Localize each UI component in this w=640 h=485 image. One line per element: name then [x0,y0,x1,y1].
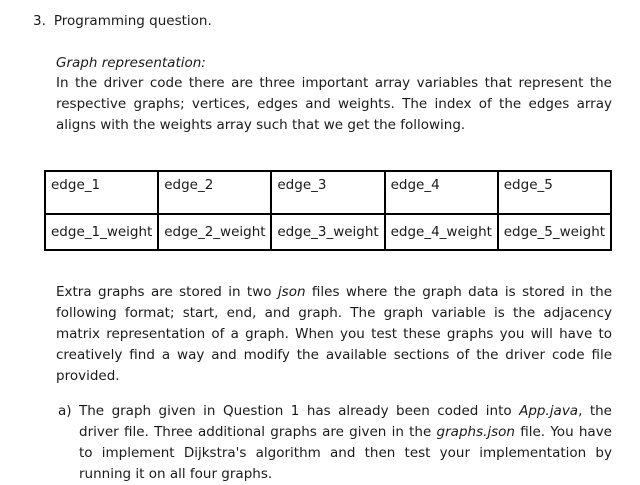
weights-row [45,214,611,250]
graphs-json-filename: graphs.json [436,424,515,440]
table-cell-edge-5: edge_5 [498,171,611,214]
part-a-text-3: file. You have to implement Dijkstra's algorithm and then test your implementation by running it on all four graphs. [79,424,612,482]
table-cell-edge-2: edge_2 [158,171,271,214]
edges-row [45,171,611,214]
extra-graphs-paragraph [56,282,612,387]
part-a-marker: a) [58,403,72,419]
table-cell-edge-2-weight: edge_2_weight [158,214,271,250]
table-cell-edge-5-weight: edge_5_weight [498,214,611,250]
table-cell-edge-3: edge_3 [271,171,384,214]
edges-weights-table [44,170,612,251]
part-a-text [79,401,612,485]
extra-graphs-text-before: Extra graphs are stored in two [56,284,278,300]
table-cell-edge-4: edge_4 [385,171,498,214]
question-title-text: Programming question. [53,13,212,29]
table-cell-edge-3-weight: edge_3_weight [271,214,384,250]
part-a-text-2: , the driver file. Three additional graphs are given in the [79,403,612,440]
json-word: json [277,284,306,300]
extra-graphs-text-after: files where the graph data is stored in the following format; start, end, and graph. The graph variable is the adjacency matrix representation of a graph. When you test these graphs you will have to creatively find a way and modify the available sections of the driver code file provided. [56,284,613,384]
table-cell-edge-4-weight: edge_4_weight [385,214,498,250]
graph-representation-paragraph: In the driver code there are three important array variables that represent the respective graphs; vertices, edges and weights. The index of the edges array aligns with the weights array such that we get the following. [56,75,612,133]
app-java-filename: App.java [519,403,579,419]
graph-representation-heading: Graph representation: [56,55,206,71]
question-number: 3. [33,13,46,29]
part-a-item [58,401,612,485]
table-cell-edge-1-weight: edge_1_weight [45,214,158,250]
question-title [33,11,212,31]
part-a-text-1: The graph given in Question 1 has already been coded into [79,403,520,419]
table-cell-edge-1: edge_1 [45,171,158,214]
